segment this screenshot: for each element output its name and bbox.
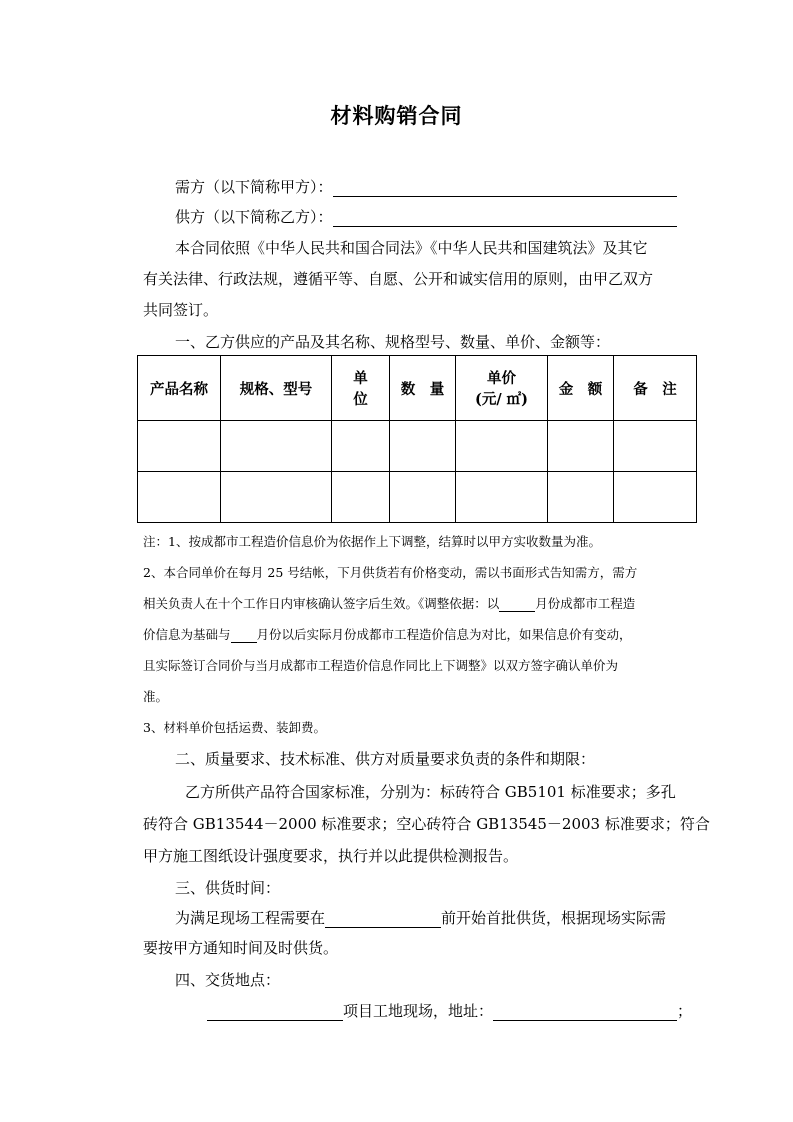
table-row [138,472,697,523]
note-2-line-4: 且实际签订合同价与当月成都市工程造价信息作同比上下调整》以双方签字确认单价为 [143,658,619,673]
note-2-line-3 [143,625,632,643]
preamble-line-3: 共同签订。 [143,301,219,319]
table-cell[interactable] [390,421,456,472]
month-blank-1[interactable] [499,598,535,612]
table-cell[interactable] [456,421,548,472]
supply-date-blank[interactable] [325,911,441,928]
header-unit-top: 单 [353,370,368,387]
party-a-label: 需方（以下简称甲方）： [175,178,333,196]
note-2-line-5: 准。 [143,689,169,704]
note-2-line-3b: 月份以后实际月份成都市工程造价信息为对比，如果信息价有变动， [256,627,632,642]
table-cell[interactable] [614,421,697,472]
table-cell[interactable] [548,472,614,523]
supply-line-1 [175,907,666,928]
table-cell[interactable] [390,472,456,523]
table-cell[interactable] [332,421,390,472]
table-cell[interactable] [614,472,697,523]
header-amount: 金 额 [548,356,614,421]
party-b-line [175,206,677,227]
party-a-line [175,176,677,197]
table-header-row [138,356,697,421]
section-4-heading: 四、交货地点： [175,971,281,989]
section-2-heading: 二、质量要求、技术标准、供方对质量要求负责的条件和期限： [175,750,596,768]
delivery-mid: 项目工地现场，地址： [343,1002,494,1020]
document-title: 材料购销合同 [330,103,463,128]
party-a-blank[interactable] [333,180,677,197]
section-3-heading: 三、供货时间： [175,879,281,897]
preamble-line-1: 本合同依照《中华人民共和国合同法》《中华人民共和国建筑法》及其它 [175,239,648,257]
note-2-line-3a: 价信息为基础与 [143,627,231,642]
table-cell[interactable] [138,421,221,472]
supply-line-2: 要按甲方通知时间及时供货。 [143,939,339,957]
quality-line-1: 乙方所供产品符合国家标准，分别为：标砖符合 GB5101 标准要求；多孔 [185,783,676,801]
header-product-name: 产品名称 [138,356,221,421]
note-2-line-1: 2、本合同单价在每月 25 号结帐，下月供货若有价格变动，需以书面形式告知需方，需方 [143,565,638,580]
header-quantity: 数 量 [390,356,456,421]
month-blank-2[interactable] [231,629,257,643]
section-1-heading: 一、乙方供应的产品及其名称、规格型号、数量、单价、金额等： [175,333,611,351]
header-unit-price [456,356,548,421]
supply-line-1a: 为满足现场工程需要在 [175,909,326,927]
address-blank[interactable] [493,1004,677,1021]
note-2-line-2 [143,594,635,612]
note-3: 3、材料单价包括运费、装卸费。 [143,720,326,735]
supply-line-1b: 前开始首批供货，根据现场实际需 [441,909,667,927]
quality-line-2: 砖符合 GB13544－2000 标准要求；空心砖符合 GB13545－2003 标准要求；符合 [143,815,710,833]
note-2-line-2a: 相关负责人在十个工作日内审核确认签字后生效。《调整依据：以 [143,596,500,611]
delivery-end: ； [677,1002,693,1020]
table-cell[interactable] [221,472,332,523]
header-unit-bottom: 位 [353,391,368,408]
table-row [138,421,697,472]
header-spec-model: 规格、型号 [221,356,332,421]
product-table [137,355,697,523]
note-1: 注：1、按成都市工程造价信息价为依据作上下调整，结算时以甲方实收数量为准。 [143,534,601,549]
table-cell[interactable] [138,472,221,523]
quality-line-3: 甲方施工图纸设计强度要求，执行并以此提供检测报告。 [143,847,519,865]
table-cell[interactable] [332,472,390,523]
party-b-blank[interactable] [333,210,677,227]
header-unit-price-top: 单价 [487,370,516,387]
note-2-line-2b: 月份成都市工程造 [535,596,636,611]
header-unit-price-bottom: (元/ ㎡) [474,391,529,408]
header-unit [332,356,390,421]
delivery-line [207,1000,692,1021]
header-remarks: 备 注 [614,356,697,421]
table-cell[interactable] [548,421,614,472]
preamble-line-2: 有关法律、行政法规，遵循平等、自愿、公开和诚实信用的原则，由甲乙双方 [143,270,654,288]
table-cell[interactable] [456,472,548,523]
project-name-blank[interactable] [207,1004,343,1021]
party-b-label: 供方（以下简称乙方）： [175,208,333,226]
table-cell[interactable] [221,421,332,472]
